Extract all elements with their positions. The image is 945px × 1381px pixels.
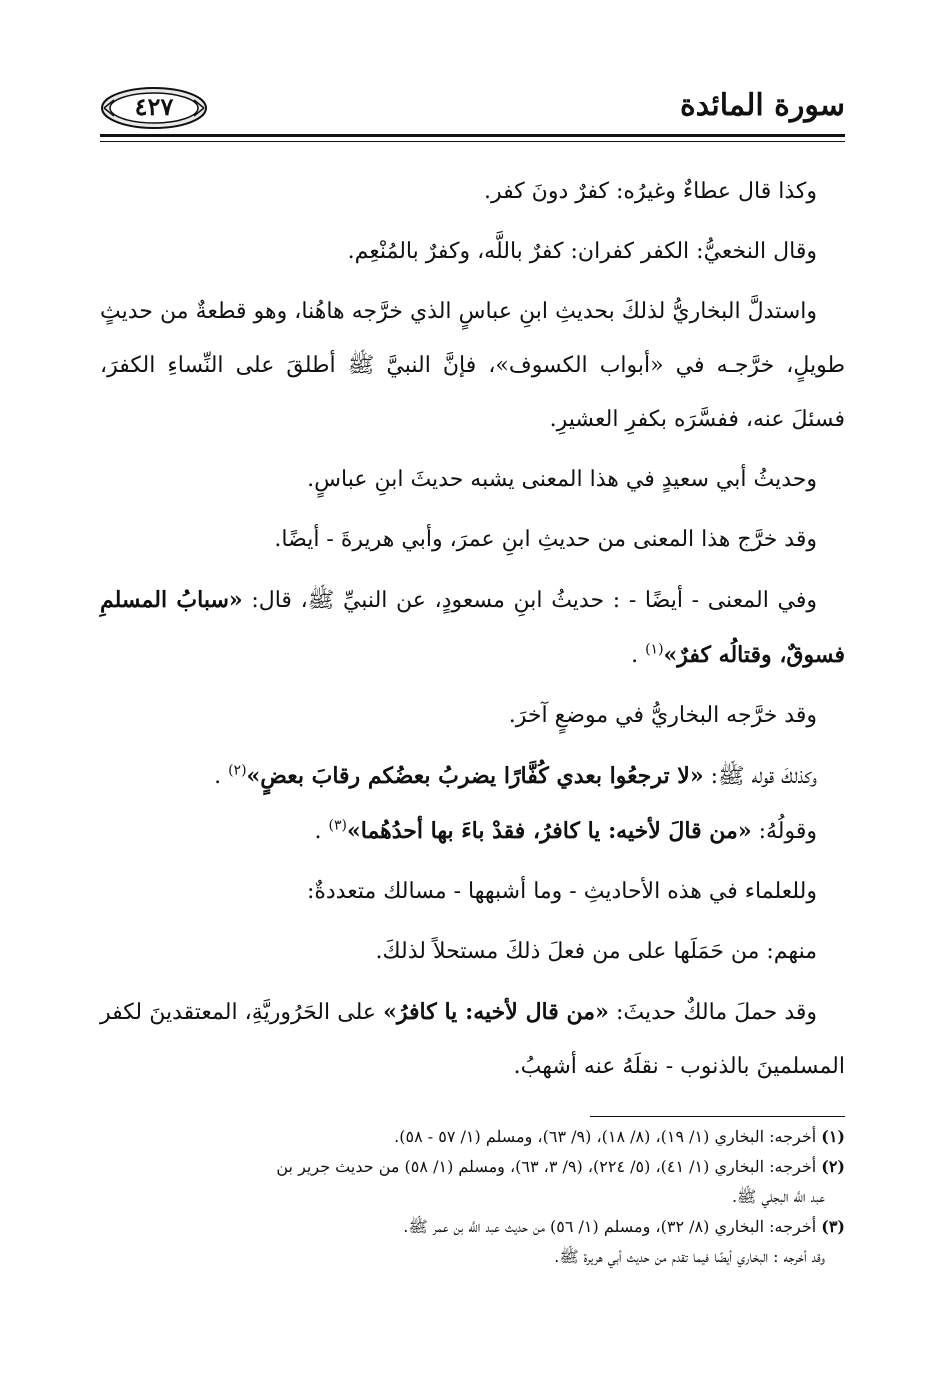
hadith-quote: «من قالَ لأخيه: يا كافرُ، فقدْ باءَ بها أحدُهُما»: [346, 818, 752, 844]
footnote-number: (٢): [821, 1157, 845, 1176]
page-number-badge: [100, 86, 208, 130]
footnote-ref: (٣): [328, 817, 347, 834]
footnote: [100, 1122, 845, 1152]
paragraph: وحديثُ أبي سعيدٍ في هذا المعنى يشبه حديثَ ابنِ عباسٍ.: [307, 467, 817, 492]
page-number: ٤٢٧: [134, 92, 174, 121]
page-header: [100, 84, 845, 140]
footnote-continuation: وقد أخرجه : البخاري أيضًا فيما تقدم من حديث أبي هريرة ﷺ.: [554, 1247, 825, 1266]
footnotes: [100, 1122, 845, 1272]
paragraph: [100, 985, 845, 1094]
header-rule-thick: [100, 134, 845, 137]
hadith-quote: «سبابُ المسلمِ فسوقٌ، وقتالُه كفرٌ»: [100, 587, 845, 668]
footnote-number: (١): [821, 1127, 845, 1146]
paragraph: وقولُهُ: «من قالَ لأخيه: يا كافرُ، فقدْ باءَ بها أحدُهُما»$^{(٣)}$ .: [314, 817, 817, 844]
header-rule-thin: [100, 141, 845, 142]
paragraph: وفي المعنى - أيضًا - : حديثُ ابنِ مسعودٍ، عن النبيِّ ﷺ، قال: «سبابُ المسلمِ فسوقٌ، وقتالُه كفرٌ»$^{(١)}$ .: [100, 587, 845, 668]
paragraph-text: وقد حملَ مالكٌ حديثَ:: [615, 1000, 818, 1025]
footnote-text: أخرجه: البخاري (١/ ١٩)، (٨/ ١٨)، (٩/ ٦٣)، ومسلم (١/ ٥٧ - ٥٨).: [394, 1127, 817, 1146]
main-text: [100, 165, 845, 1094]
paragraph: وكذا قال عطاءٌ وغيرُه: كفرٌ دونَ كفر.: [483, 179, 817, 204]
footnote-number: (٣): [821, 1217, 845, 1236]
paragraph-text: وفي المعنى - أيضًا - : حديثُ ابنِ مسعودٍ، عن النبيِّ ﷺ، قال:: [251, 588, 817, 613]
footnote-ref: (٢): [228, 762, 247, 779]
paragraph: وقد خرَّجه البخاريُّ في موضعٍ آخرَ.: [508, 703, 817, 728]
paragraph: وكذلكَ قوله ﷺ: «لا ترجعُوا بعدي كُفَّارًا يضربُ بعضُكم رقابَ بعضٍ»$^{(٢)}$ .: [214, 762, 817, 789]
hadith-quote: «لا ترجعُوا بعدي كُفَّارًا يضربُ بعضُكم رقابَ بعضٍ»: [246, 763, 704, 789]
footnote: [100, 1152, 845, 1182]
paragraph: وقال النخعيُّ: الكفر كفران: كفرٌ باللَّه، وكفرٌ بالمُنْعِم.: [347, 239, 817, 264]
paragraph: منهم: من حَمَلَها على من فعلَ ذلكَ مستحلاً لذلكَ.: [375, 939, 817, 964]
paragraph-text: على الحَرُوريَّةِ، المعتقدينَ لكفر المسلمينَ بالذنوب - نقلَهُ عنه أشهبُ.: [100, 1000, 845, 1079]
hadith-quote: «من قال لأخيه: يا كافرُ»: [383, 999, 609, 1025]
paragraph: واستدلَّ البخاريُّ لذلكَ بحديثِ ابنِ عباسٍ الذي خرَّجه هاهُنا، وهو قطعةٌ من حديثٍ طويلٍ، خرَّجـه في «أبواب الكسوف»، فإنَّ النبيَّ ﷺ أطلقَ على النِّساءِ الكفرَ، فسئلَ عنه، ففسَّرَه بكفرِ العشيرِ.: [100, 299, 845, 432]
footnote-ref: (١): [645, 641, 664, 658]
footnote-continuation: عبد اللَّه البجلي ﷺ.: [731, 1187, 825, 1206]
footnote-text: أخرجه: البخاري (١/ ٤١)، (٥/ ٢٢٤)، (٩/ ٣، ٦٣)، ومسلم (١/ ٥٨) من حديث جرير بن: [276, 1157, 817, 1176]
footnote: [100, 1212, 845, 1242]
paragraph: وقد خرَّج هذا المعنى من حديثِ ابنِ عمرَ، وأبي هريرةَ - أيضًا.: [274, 527, 817, 552]
paragraph: وللعلماء في هذه الأحاديثِ - وما أشبهها - مسالك متعددةٌ:: [306, 879, 817, 904]
paragraph-text: وقولُهُ:: [758, 819, 817, 844]
paragraph-text: وكذلكَ قوله ﷺ:: [710, 764, 817, 789]
footnote-separator: [590, 1116, 845, 1117]
surah-title: سورة المائدة: [679, 88, 845, 123]
footnote-text: أخرجه: البخاري (٨/ ٣٢)، ومسلم (١/ ٥٦) من حديث عبد اللَّه بن عمر ﷺ.: [403, 1217, 817, 1236]
